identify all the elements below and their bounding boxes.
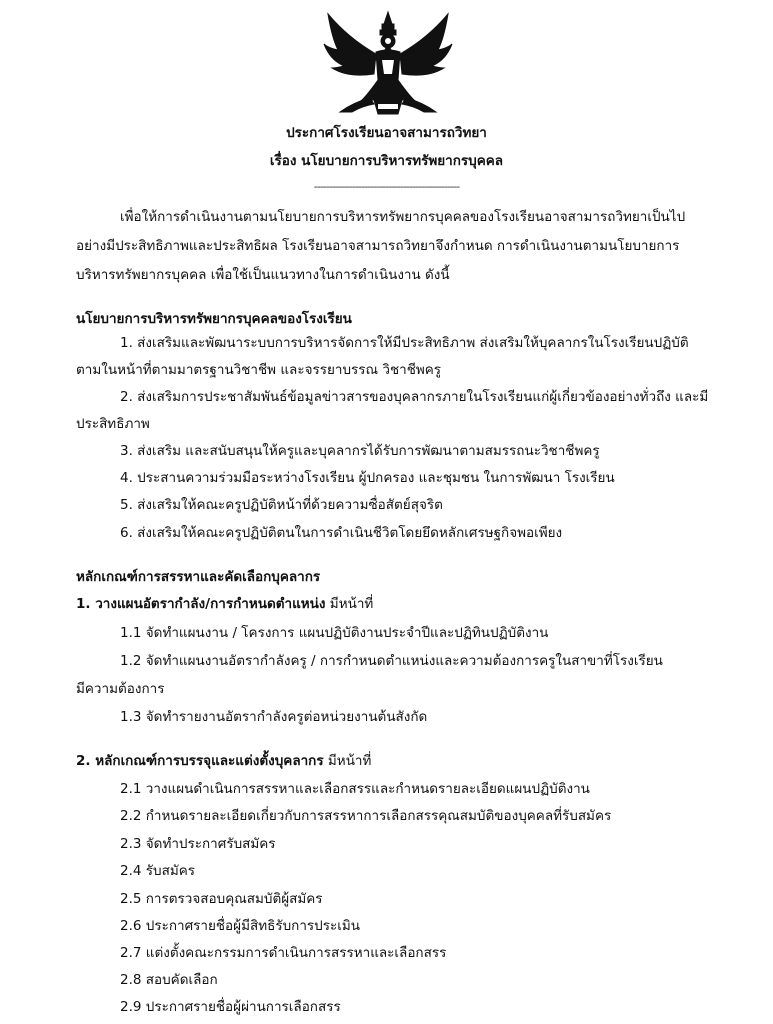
- section-2-item: 2.4 รับสมัคร: [120, 863, 196, 879]
- policy-item-2-line-2: ประสิทธิภาพ: [76, 416, 150, 432]
- section-1-item-1: 1.1 จัดทำแผนงาน / โครงการ แผนปฏิบัติงานประจำปีและปฏิทินปฏิบัติงาน: [120, 625, 549, 641]
- section-1-title-bold: 1. วางแผนอัตรากำลัง/การกำหนดตำแหน่ง: [76, 596, 326, 612]
- intro-line-2: อย่างมีประสิทธิภาพและประสิทธิผล โรงเรียนอาจสามารถวิทยาจึงกำหนด การดำเนินงานตามนโยบายการ: [76, 238, 680, 254]
- policy-item-1-line-1: 1. ส่งเสริมและพัฒนาระบบการบริหารจัดการให้มีประสิทธิภาพ ส่งเสริมให้บุคลากรในโรงเรียนปฏิบัติ: [120, 335, 689, 351]
- section-1-title-rest: มีหน้าที่: [325, 596, 374, 612]
- section-2-title: [76, 750, 371, 772]
- document-title: ประกาศโรงเรียนอาจสามารถวิทยา: [286, 125, 487, 141]
- policy-item-6: 6. ส่งเสริมให้คณะครูปฏิบัติตนในการดำเนินชีวิตโดยยึดหลักเศรษฐกิจพอเพียง: [120, 525, 563, 541]
- section-2-item: 2.1 วางแผนดำเนินการสรรหาและเลือกสรรและกำหนดรายละเอียดแผนปฏิบัติงาน: [120, 781, 590, 797]
- criteria-heading: หลักเกณฑ์การสรรหาและคัดเลือกบุคลากร: [76, 569, 321, 585]
- policy-heading: นโยบายการบริหารทรัพยากรบุคคลของโรงเรียน: [76, 311, 352, 327]
- section-2-item: 2.5 การตรวจสอบคุณสมบัติผู้สมัคร: [120, 891, 323, 907]
- document-subject: เรื่อง นโยบายการบริหารทรัพยากรบุคคล: [269, 153, 504, 169]
- section-2-item: 2.8 สอบคัดเลือก: [120, 972, 218, 988]
- section-2-item: 2.2 กำหนดรายละเอียดเกี่ยวกับการสรรหาการเลือกสรรคุณสมบัติของบุคคลที่รับสมัคร: [120, 808, 612, 824]
- intro-line-3: บริหารทรัพยากรบุคคล เพื่อใช้เป็นแนวทางในการดำเนินงาน ดังนี้: [76, 267, 450, 283]
- policy-item-2-line-1: 2. ส่งเสริมการประชาสัมพันธ์ข้อมูลข่าวสารของบุคลากรภายในโรงเรียนแก่ผู้เกี่ยวข้องอย่างทั่วถึง และมี: [120, 389, 709, 405]
- section-1-title: [76, 593, 373, 615]
- policy-item-1-line-2: ตามในหน้าที่ตามมาตรฐานวิชาชีพ และจรรยาบรรณ วิชาชีพครู: [76, 362, 442, 378]
- section-2-item: 2.9 ประกาศรายชื่อผู้ผ่านการเลือกสรร: [120, 999, 341, 1015]
- garuda-emblem-icon: [318, 8, 458, 120]
- section-2-item: 2.7 แต่งตั้งคณะกรรมการดำเนินการสรรหาและเลือกสรร: [120, 945, 447, 961]
- section-1-item-2-line-1: 1.2 จัดทำแผนงานอัตรากำลังครู / การกำหนดตำแหน่งและความต้องการครูในสาขาที่โรงเรียน: [120, 653, 663, 669]
- section-1-item-2-line-2: มีความต้องการ: [76, 681, 165, 697]
- policy-item-3: 3. ส่งเสริม และสนับสนุนให้ครูและบุคลากรได้รับการพัฒนาตามสมรรถนะวิชาชีพครู: [120, 443, 600, 459]
- section-2-title-bold: 2. หลักเกณฑ์การบรรจุและแต่งตั้งบุคลากร: [76, 753, 324, 769]
- section-2-item: 2.3 จัดทำประกาศรับสมัคร: [120, 836, 276, 852]
- section-2-title-rest: มีหน้าที่: [323, 753, 372, 769]
- policy-item-4: 4. ประสานความร่วมมือระหว่างโรงเรียน ผู้ปกครอง และชุมชน ในการพัฒนา โรงเรียน: [120, 470, 615, 486]
- section-1-item-3: 1.3 จัดทำรายงานอัตรากำลังครูต่อหน่วยงานต้นสังกัด: [120, 709, 428, 725]
- section-2-item: 2.6 ประกาศรายชื่อผู้มีสิทธิรับการประเมิน: [120, 918, 360, 934]
- policy-item-5: 5. ส่งเสริมให้คณะครูปฏิบัติหน้าที่ด้วยความซื่อสัตย์สุจริต: [120, 497, 443, 513]
- intro-line-1: เพื่อให้การดำเนินงานตามนโยบายการบริหารทรัพยากรบุคคลของโรงเรียนอาจสามารถวิทยาเป็นไป: [120, 209, 686, 225]
- separator-line: -------------------------------------------------: [313, 180, 460, 193]
